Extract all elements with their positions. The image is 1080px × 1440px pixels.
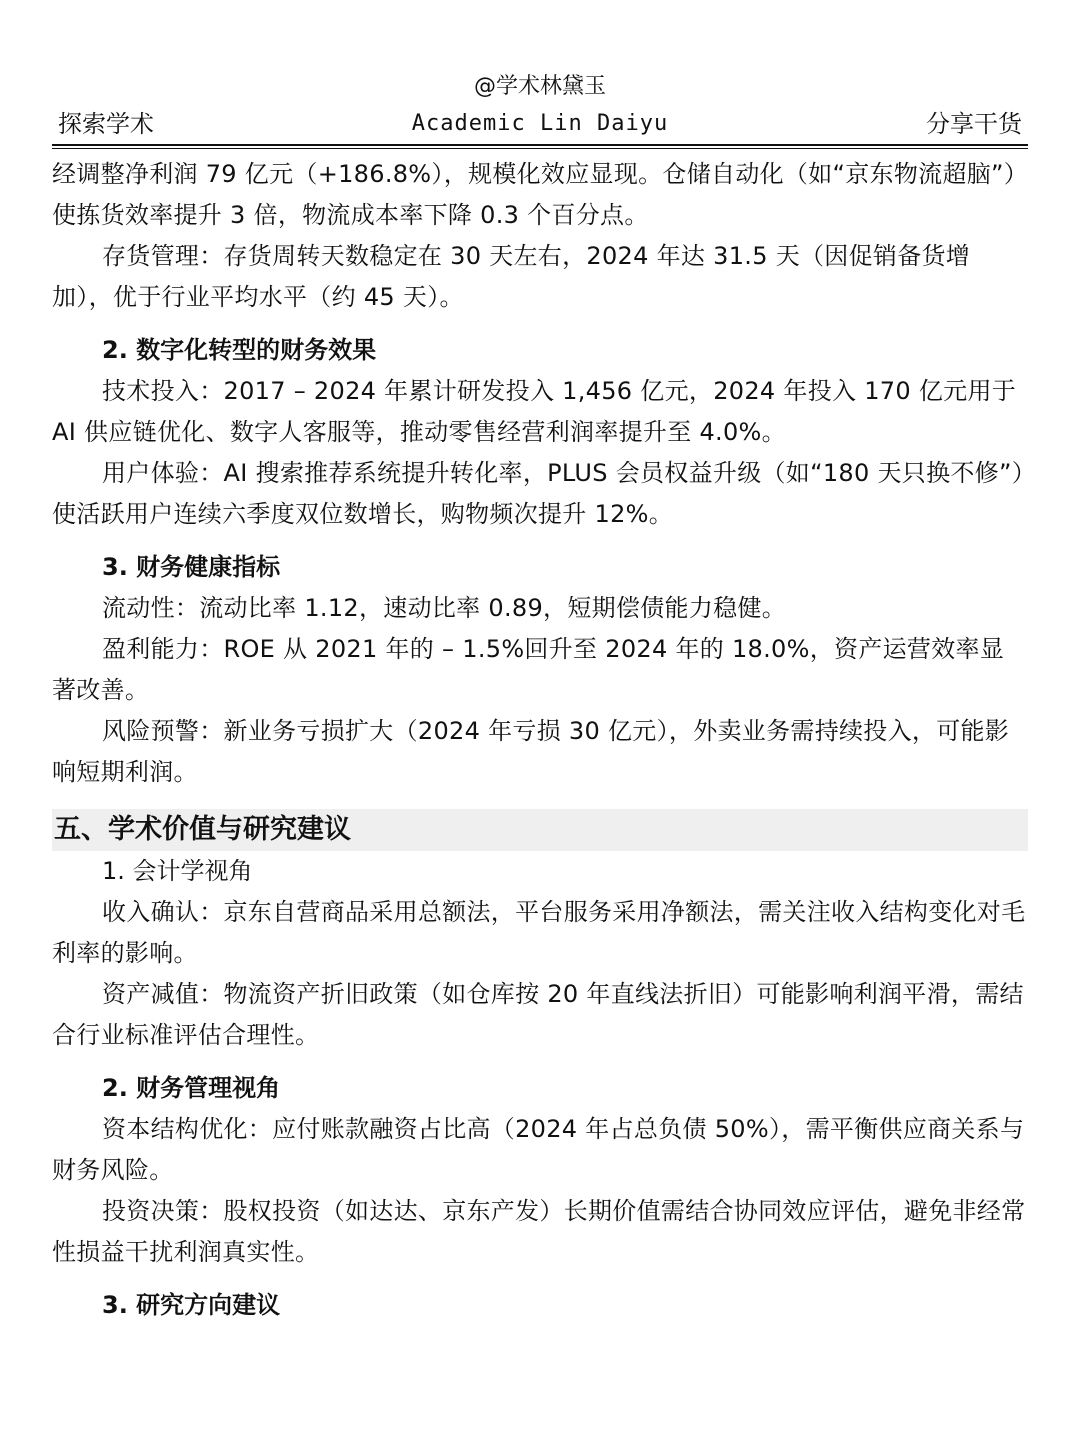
- author-handle: @学术林黛玉: [473, 74, 606, 99]
- section-heading-academic-value: 五、学术价值与研究建议: [52, 809, 1028, 851]
- header-center-label: Academic Lin Daiyu: [411, 111, 669, 136]
- header-divider-thin: [52, 148, 1028, 149]
- header-row: [52, 106, 1028, 142]
- paragraph-revenue-recognition: 收入确认：京东自营商品采用总额法，平台服务采用净额法，需关注收入结构变化对毛利率的影响。: [52, 898, 1026, 967]
- document-body: [52, 154, 1028, 1326]
- heading-research-direction: 3. 研究方向建议: [102, 1291, 281, 1319]
- paragraph-user-experience: 用户体验：AI 搜索推荐系统提升转化率，PLUS 会员权益升级（如“180 天只换不修”）使活跃用户连续六季度双位数增长，购物频次提升 12%。: [52, 459, 1025, 528]
- header-right-label: 分享干货: [926, 110, 1022, 138]
- heading-financial-health: 3. 财务健康指标: [102, 553, 281, 581]
- paragraph-tech-investment: 技术投入：2017 – 2024 年累计研发投入 1,456 亿元，2024 年投入 170 亿元用于 AI 供应链优化、数字人客服等，推动零售经营利润率提升至 4.0%。: [52, 377, 1017, 446]
- paragraph-inventory: 存货管理：存货周转天数稳定在 30 天左右，2024 年达 31.5 天（因促销备货增加），优于行业平均水平（约 45 天）。: [52, 242, 971, 311]
- header-left-label: 探索学术: [58, 110, 154, 138]
- header-divider: [52, 144, 1028, 146]
- paragraph-risk-warning: 风险预警：新业务亏损扩大（2024 年亏损 30 亿元），外卖业务需持续投入，可能影响短期利润。: [52, 717, 1010, 786]
- heading-digital-transformation: 2. 数字化转型的财务效果: [102, 336, 377, 364]
- heading-financial-management: 2. 财务管理视角: [102, 1074, 281, 1102]
- paragraph-asset-impairment: 资产减值：物流资产折旧政策（如仓库按 20 年直线法折旧）可能影响利润平滑，需结合行业标准评估合理性。: [52, 980, 1024, 1049]
- heading-accounting-perspective: 1. 会计学视角: [102, 857, 253, 885]
- paragraph-profitability: 盈利能力：ROE 从 2021 年的 – 1.5%回升至 2024 年的 18.0%，资产运营效率显著改善。: [52, 635, 1005, 704]
- paragraph-liquidity: 流动性：流动比率 1.12，速动比率 0.89，短期偿债能力稳健。: [102, 594, 787, 622]
- paragraph-investment-decision: 投资决策：股权投资（如达达、京东产发）长期价值需结合协同效应评估，避免非经常性损益干扰利润真实性。: [52, 1197, 1026, 1266]
- page-header: [52, 68, 1028, 148]
- paragraph-logistics: 经调整净利润 79 亿元（+186.8%），规模化效应显现。仓储自动化（如“京东物流超脑”）使拣货效率提升 3 倍，物流成本率下降 0.3 个百分点。: [52, 160, 1017, 229]
- paragraph-capital-structure: 资本结构优化：应付账款融资占比高（2024 年占总负债 50%），需平衡供应商关系与财务风险。: [52, 1115, 1025, 1184]
